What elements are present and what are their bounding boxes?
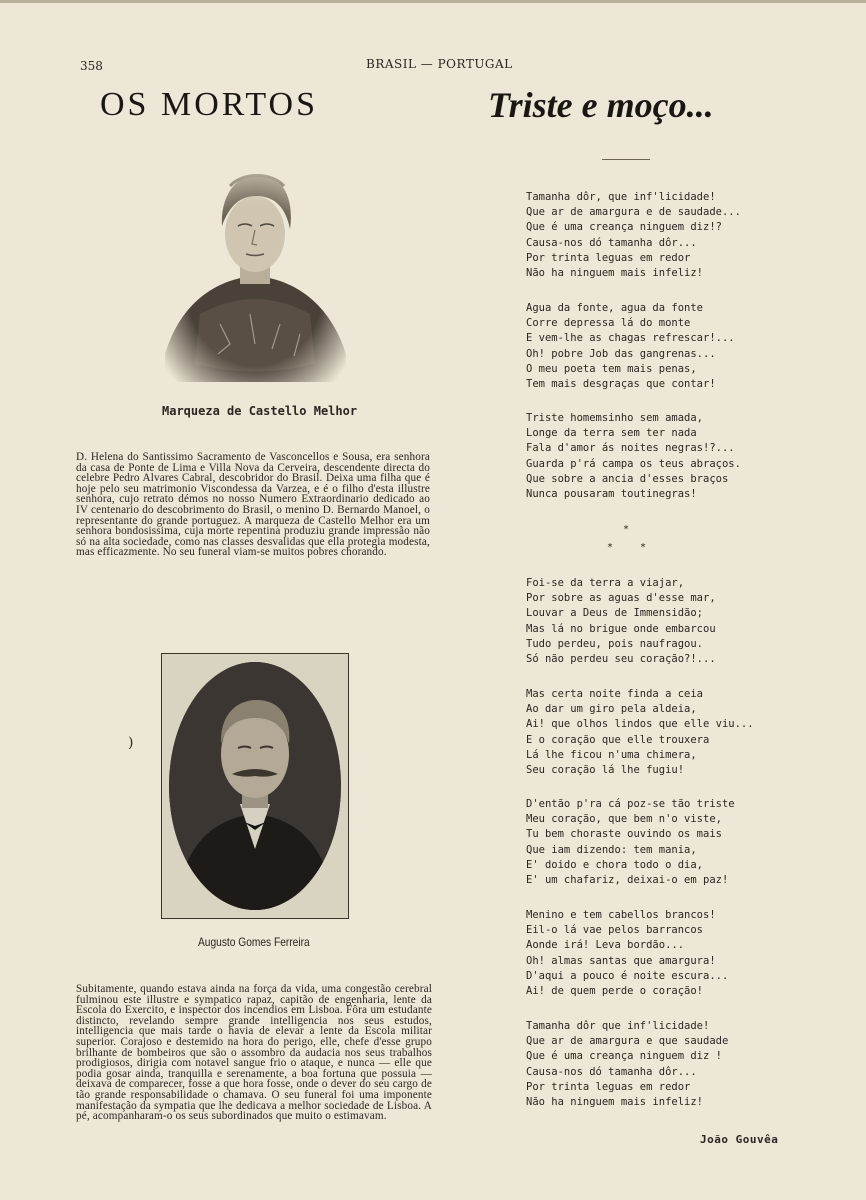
page-number: 358 [80,59,103,73]
obituary-ferreira-text: Subitamente, quando estava ainda na força da vida, uma congestão cerebral fulminou este illustre e sympatico rapaz, capitão de engenharia, lente da Escola do Exercito, e inspector dos incendios em Lisboa. Fôra um estudante distincto, revelando sempre grande intelligencia nos seus estudos, intelligencia que mais tarde o havia de elevar a lente da Escola militar superior. Corajoso e destemido na hora do perigo, elle, chefe d'esse grupo brilhante de bombeiros que são o assombro da audacia nos seus trabalhos prodigiosos, dirigia com notavel sangue frio o ataque, e nunca — elle que podia gosar ainda, tranquilla e serenamente, a boa fortuna que possuia — deixava de comparecer, fosse a que hora fosse, onde o dever do seu cargo de tão grande responsabilidade o chamava. O seu funeral foi uma imponente manifestação da sympatia que lhe dedicava a melhor sociedade de Lisboa. A pé, acompanharam-o os seus subordinados que muito o estimavam. [76,983,432,1123]
title-divider [602,159,650,160]
obituary-marqueza-text: D. Helena do Santissimo Sacramento de Vasconcellos e Sousa, era senhora da casa de Ponte de Lima e Villa Nova da Cerveira, descendente directa do celebre Pedro Alvares Cabral, descobridor do Brasil. Deixa uma filha que é hoje pelo seu matrimonio Viscondessa da Varzea, e é o filho d'esta illustre senhora, cujo retrato démos no nosso Numero Extraordinario dedicado ao IV centenario do descobrimento do Brasil, o menino D. Bernardo Manoel, o representante do grande portuguez. A marqueza de Castello Melhor era um senhora bondosissima, cuja morte repentina produziu grande impressão não só na alta sociedade, como nas classes desvalidas que ella protegia modesta, mas efficazmente. No seu funeral viam-se muitos pobres chorando. [76,451,430,559]
page-top-edge [0,0,866,3]
poem-signature: João Gouvêa [700,1133,779,1146]
ferreira-photo [161,653,349,919]
caption-marqueza: Marqueza de Castello Melhor [162,404,358,418]
poem-title: Triste e moço... [488,85,714,125]
poem-stanza-6: D'então p'ra cá poz-se tão triste Meu coração, que bem n'o viste, Tu bem choraste ouvindo os mais Que iam dizendo: tem mania, E' doido e chora todo o dia, E' um chafariz, deixai-o em paz! [526,798,735,887]
poem-stanza-5: Mas certa noite finda a ceia Ao dar um giro pela aldeia, Ai! que olhos lindos que elle viu... E o coração que elle trouxera Lá lhe ficou n'uma chimera, Seu coração lá lhe fugiu! [526,688,754,777]
asterism-left: * [607,542,614,553]
poem-stanza-7: Menino e tem cabellos brancos! Eil-o lá vae pelos barrancos Aonde irá! Leva bordão... Oh! almas santas que amargura! D'aqui a pouco é noite escura... Ai! de quem perde o coração! [526,909,729,998]
section-title: OS MORTOS [100,86,319,123]
poem-stanza-3: Triste homemsinho sem amada, Longe da terra sem ter nada Fala d'amor ás noites negras!?... Guarda p'rá campa os teus abraços. Que sobre a ancia d'esses braços Nunca pousaram toutinegras! [526,412,741,501]
asterism-right: * [640,542,647,553]
marqueza-portrait [160,164,350,386]
poem-stanza-8: Tamanha dôr que inf'licidade! Que ar de amargura e que saudade Que é uma creança ninguem diz ! Causa-nos dó tamanha dôr... Por trinta leguas em redor Não ha ninguem mais infeliz! [526,1020,729,1109]
caption-ferreira: Augusto Gomes Ferreira [198,935,310,949]
poem-stanza-2: Agua da fonte, agua da fonte Corre depressa lá do monte E vem-lhe as chagas refrescar!... Oh! pobre Job das gangrenas... O meu poeta tem mais penas, Tem mais desgraças que contar! [526,302,735,391]
poem-stanza-4: Foi-se da terra a viajar, Por sobre as aguas d'esse mar, Louvar a Deus de Immensidão; Mas lá no brigue onde embarcou Tudo perdeu, pois naufragou. Só não perdeu seu coração?!... [526,577,716,666]
running-title: BRASIL — PORTUGAL [366,57,513,71]
asterism-top: * [623,524,630,535]
margin-mark: ) [128,735,134,751]
poem-stanza-1: Tamanha dôr, que inf'licidade! Que ar de amargura e de saudade... Que é uma creança ninguem diz!? Causa-nos dó tamanha dôr... Por trinta leguas em redor Não ha ninguem mais infeliz! [526,191,741,280]
